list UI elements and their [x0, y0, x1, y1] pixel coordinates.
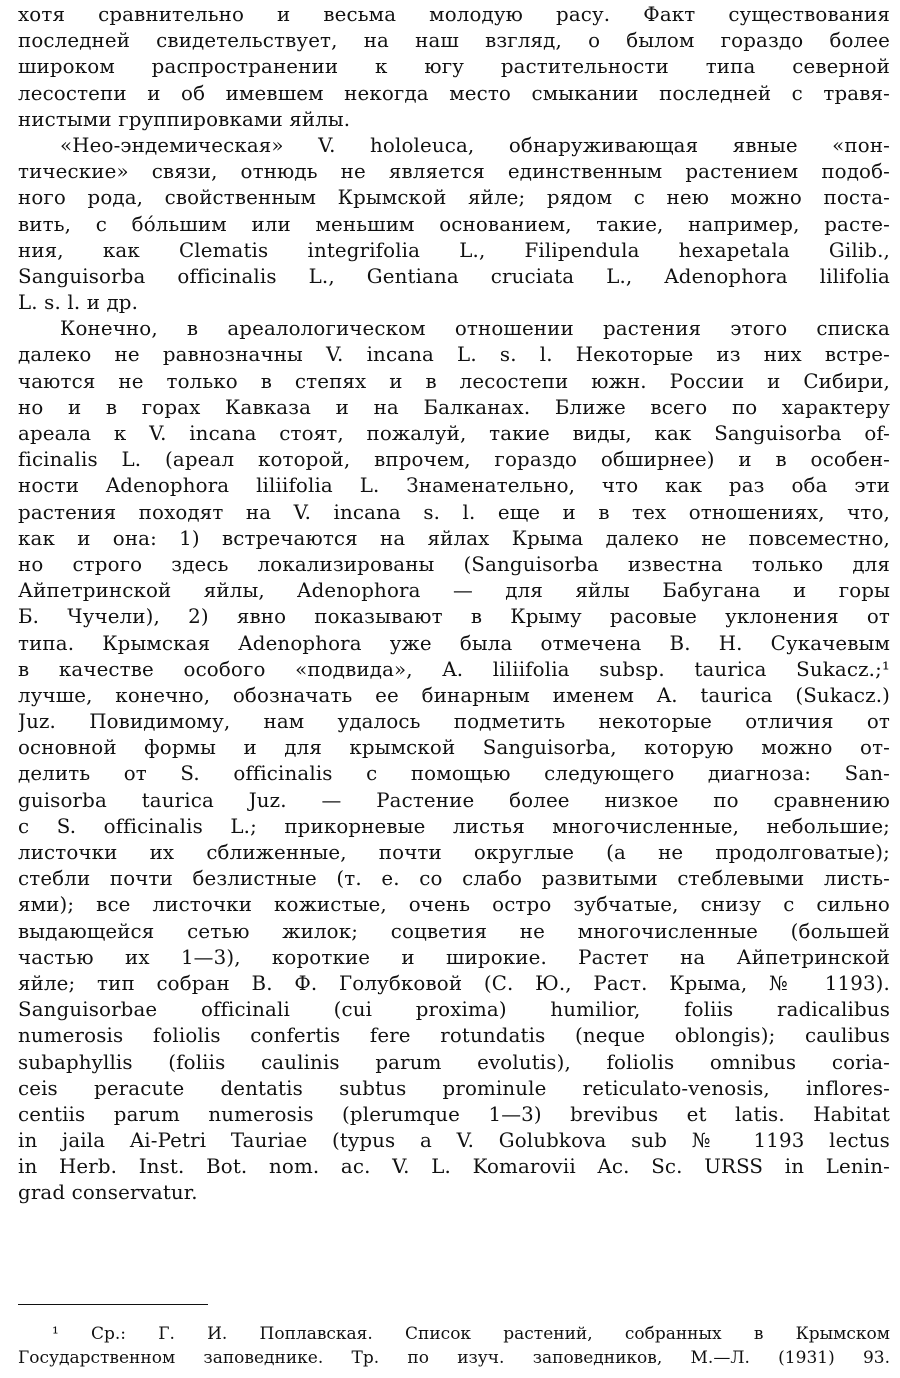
- text-line: но и в горах Кавказа и на Балканах. Ближе всего по характеру: [18, 395, 890, 419]
- text-line: далеко не равнозначны V. incana L. s. l. Некоторые из них встре-: [18, 343, 890, 367]
- text-line: типа. Крымская Adenophora уже была отмечена В. Н. Сукачевым: [18, 631, 890, 655]
- text-line: листочки их сближенные, почти округлые (а не продолговатые);: [18, 841, 890, 864]
- text-line: вить, с бо́льшим или меньшим основанием, такие, например, расте-: [18, 212, 890, 236]
- text-line: яйле; тип собран В. Ф. Голубковой (С. Ю., Раст. Крыма, № 1193).: [18, 971, 890, 995]
- text-line: centiis parum numerosis (plerumque 1—3) brevibus et latis. Habitat: [18, 1102, 890, 1126]
- text-line: ями); все листочки кожистые, очень остро зубчатые, снизу с сильно: [18, 893, 890, 917]
- text-line: лесостепи и об имевшем некогда место смыкании последней с травя-: [18, 81, 890, 105]
- text-line: чаются не только в степях и в лесостепи южн. России и Сибири,: [18, 369, 890, 393]
- text-line: в качестве особого «подвида», A. liliifolia subsp. taurica Sukacz.;¹: [18, 657, 890, 681]
- text-line: ареала к V. incana стоят, пожалуй, такие виды, как Sanguisorba of-: [18, 422, 890, 445]
- text-line: ficinalis L. (ареал которой, впрочем, гораздо обширнее) и в особен-: [18, 448, 890, 472]
- text-line: Б. Чучели), 2) явно показывают в Крыму расовые уклонения от: [18, 605, 890, 629]
- text-line: «Нео-эндемическая» V. hololeuca, обнаруживающая явные «пон-: [60, 133, 890, 157]
- text-line: Айпетринской яйлы, Adenophora — для яйлы Бабугана и горы: [18, 579, 890, 603]
- text-line: ного рода, свойственным Крымской яйле; рядом с нею можно поста-: [18, 186, 890, 210]
- text-line: с S. officinalis L.; прикорневые листья многочисленные, небольшие;: [18, 814, 890, 838]
- text-line: хотя сравнительно и весьма молодую расу. Факт существования: [18, 3, 890, 26]
- text-line: основной формы и для крымской Sanguisorba, которую можно от-: [18, 736, 890, 760]
- text-line: частью их 1—3), короткие и широкие. Растет на Айпетринской: [18, 945, 890, 969]
- text-line: L. s. l. и др.: [18, 291, 139, 315]
- text-line: стебли почти безлистные (т. е. со слабо развитыми стеблевыми листь-: [18, 867, 890, 891]
- text-line: лучше, конечно, обозначать ее бинарным именем A. taurica (Sukacz.): [18, 683, 890, 707]
- footnote-divider: [18, 1304, 208, 1305]
- text-line: Sanguisorbae officinali (cui proxima) humilior, foliis radicalibus: [18, 998, 890, 1022]
- text-line: ceis peracute dentatis subtus prominule reticulato-venosis, inflores-: [18, 1076, 890, 1100]
- text-line: растения походят на V. incana s. l. еще и в тех отношениях, что,: [18, 500, 890, 524]
- text-line: numerosis foliolis confertis fere rotundatis (neque oblongis); caulibus: [18, 1024, 890, 1048]
- footnote-line: ¹ Ср.: Г. И. Поплавская. Список растений, собранных в Крымском: [52, 1324, 890, 1344]
- footnote: [18, 1322, 890, 1370]
- text-line: делить от S. officinalis с помощью следующего диагноза: San-: [18, 762, 890, 786]
- text-line: subaphyllis (foliis caulinis parum evolutis), foliolis omnibus coria-: [18, 1050, 890, 1074]
- text-line: широком распространении к югу растительности типа северной: [18, 55, 890, 79]
- text-line: guisorba taurica Juz. — Растение более низкое по сравнению: [18, 788, 890, 812]
- text-line: последней свидетельствует, на наш взгляд, о былом гораздо более: [18, 29, 890, 53]
- text-line: выдающейся сетью жилок; соцветия не многочисленные (большей: [18, 919, 890, 943]
- footnote-line: Государственном заповеднике. Тр. по изуч. заповедников, М.—Л. (1931) 93.: [18, 1348, 890, 1368]
- text-line: in jaila Ai-Petri Tauriae (typus a V. Golubkova sub № 1193 lectus: [18, 1129, 890, 1153]
- text-line: ности Adenophora liliifolia L. Знаменательно, что как раз оба эти: [18, 474, 890, 498]
- text-line: Sanguisorba officinalis L., Gentiana cruciata L., Adenophora lilifolia: [18, 264, 890, 288]
- text-line: тические» связи, отнюдь не является единственным растением подоб-: [18, 160, 890, 184]
- document-body: [18, 2, 890, 1207]
- text-line: in Herb. Inst. Bot. nom. ac. V. L. Komarovii Ac. Sc. URSS in Lenin-: [18, 1155, 890, 1179]
- text-line: Juz. Повидимому, нам удалось подметить некоторые отличия от: [18, 710, 890, 734]
- text-line: Конечно, в ареалологическом отношении растения этого списка: [60, 317, 890, 341]
- text-line: как и она: 1) встречаются на яйлах Крыма далеко не повсеместно,: [18, 526, 890, 550]
- text-line: ния, как Clematis integrifolia L., Filipendula hexapetala Gilib.,: [18, 238, 890, 262]
- text-line: grad conservatur.: [18, 1181, 198, 1205]
- text-line: нистыми группировками яйлы.: [18, 107, 351, 131]
- text-line: но строго здесь локализированы (Sanguisorba известна только для: [18, 552, 890, 576]
